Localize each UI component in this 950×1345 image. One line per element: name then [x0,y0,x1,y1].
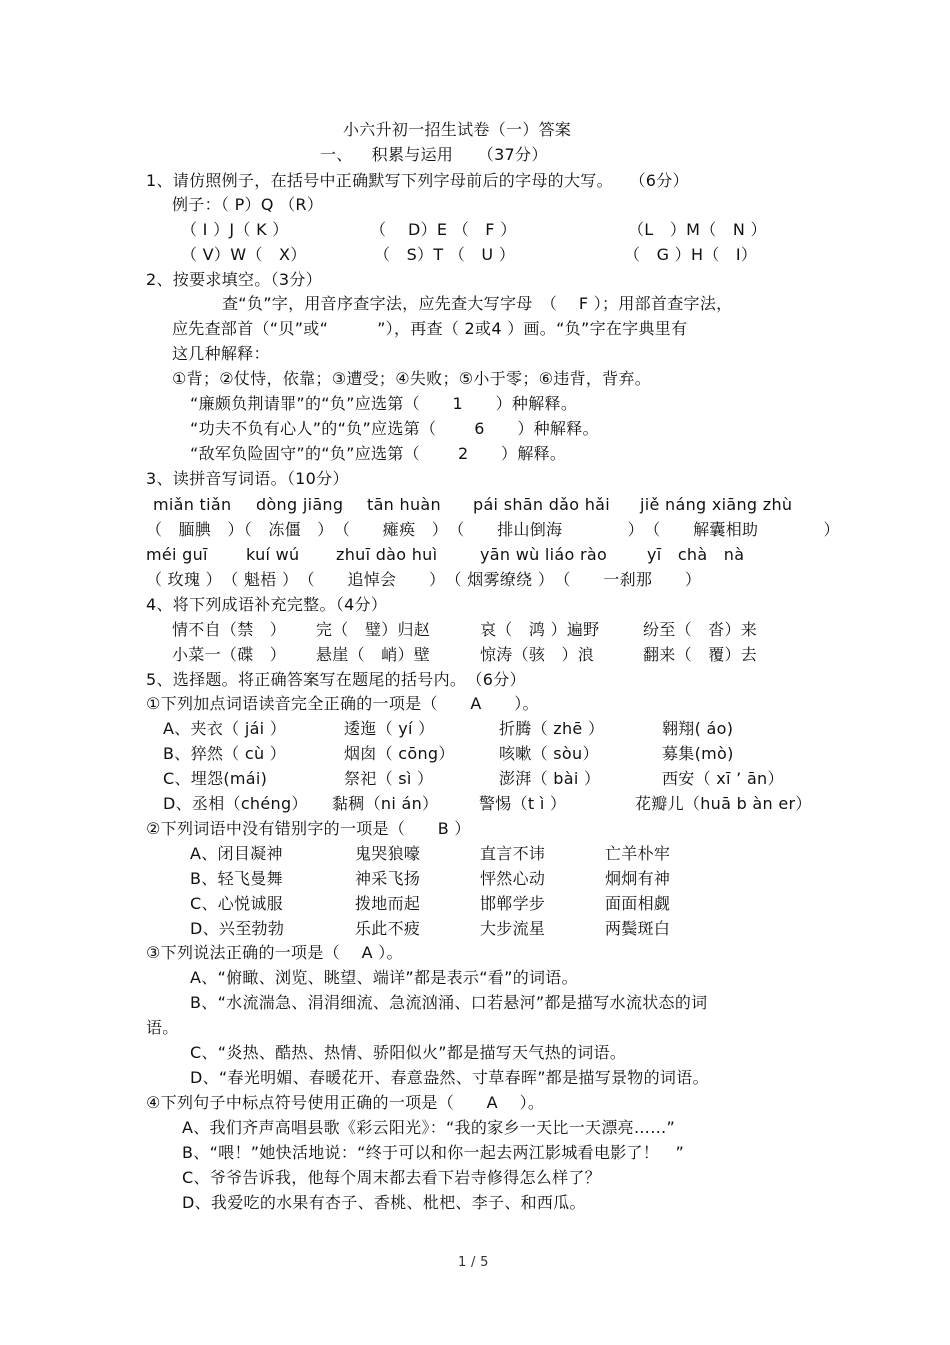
q2-line: 这几种解释： [172,344,270,363]
q5-stem: 5、选择题。将正确答案写在题尾的括号内。 （6分） [146,670,526,689]
idiom: 纷至（ 沓）来 [643,620,758,639]
q5-sub-stem: ③下列说法正确的一项是（ A ）。 [146,943,403,962]
pinyin: pái shān dǎo hǎi [473,495,611,514]
q2-line: 查“负”字，用音序查字法，应先查大写字母 （ F ）；用部首查字法， [222,294,733,313]
option: A、夹衣（ jái ） [163,719,287,738]
option: 翱翔( áo) [662,719,734,738]
pinyin: zhuī dào huì [336,545,438,564]
pinyin: yān wù liáo rào [480,545,608,564]
idiom: 翻来（ 覆）去 [643,645,758,664]
q1-answer: （ D）E （ F ） [370,220,517,239]
q3-stem: 3、读拼音写词语。（10分） [146,469,349,488]
q4-stem: 4、将下列成语补充完整。（4分） [146,595,388,614]
pinyin: yī chà nà [647,545,745,564]
pinyin: jiě náng xiāng zhù [640,495,793,514]
q1-stem: 1、请仿照例子，在括号中正确默写下列字母前后的字母的大写。 （6分） [146,171,689,190]
q1-answer: （ V）W（ X） [181,245,307,264]
idiom: 完（ 璧）归赵 [316,620,431,639]
idiom: 惊涛（骇 ）浪 [480,645,595,664]
option: 神采飞扬 [355,869,421,888]
option: A、闭目凝神 [190,844,283,863]
q1-answer: （ I ）J（ K ） [181,220,289,239]
option: 炯炯有神 [605,869,671,888]
option: 祭祀（ sì ） [344,769,434,788]
option: B、“喂！”她快活地说：“终于可以和你一起去两江影城看电影了！ ” [182,1143,685,1162]
option: 两鬓斑白 [605,919,671,938]
option: 鬼哭狼嚎 [355,844,421,863]
option: D、我爱吃的水果有杏子、香桃、枇杷、李子、和西瓜。 [182,1193,586,1212]
option: 澎湃（ bài ） [499,769,601,788]
q5-sub-stem: ②下列词语中没有错别字的一项是（ B ） [146,819,471,838]
option: D、兴至勃勃 [190,919,285,938]
page-title: 小六升初一招生试卷（一）答案 [343,120,572,139]
q1-answer: （L ）M（ N ） [628,220,767,239]
idiom: 悬崖（ 峭）壁 [316,645,431,664]
q3-answers: （ 玫瑰 ） （ 魁梧 ） （ 追悼会 ） （ 烟雾缭绕 ） （ 一刹那 ） [146,570,702,589]
option: C、“炎热、酷热、热情、骄阳似火”都是描写天气热的词语。 [190,1043,627,1062]
q2-line: ①背；②仗恃，依靠；③遭受；④失败；⑤小于零；⑥违背，背弃。 [172,369,652,388]
q1-example: 例子：（ P）Q （R） [172,195,324,214]
pinyin: tān huàn [367,495,441,514]
idiom: 小菜一（碟 ） [172,645,287,664]
option: C、爷爷告诉我，他每个周末都去看下岩寺修得怎么样了？ [182,1168,601,1187]
option: 怦然心动 [480,869,546,888]
q2-line: “功夫不负有心人”的“负”应选第（ 6 ）种解释。 [190,419,599,438]
option: 花瓣儿（huā b àn er） [635,794,812,813]
option: 警惕（t ì ） [479,794,567,813]
option: B、猝然（ cù ） [163,744,287,763]
option: 乐此不疲 [355,919,421,938]
option: A、“俯瞰、浏览、眺望、端详”都是表示“看”的词语。 [190,968,578,987]
q5-sub-stem: ①下列加点词语读音完全正确的一项是（ A ）。 [146,694,539,713]
option: 黏稠（ni án） [332,794,439,813]
option: 语。 [146,1018,179,1037]
q2-line: “敌军负险固守”的“负”应选第（ 2 ）解释。 [190,444,567,463]
option: 逶迤（ yí ） [344,719,435,738]
option: 拨地而起 [355,894,421,913]
option: 折腾（ zhē ） [499,719,605,738]
q1-answer: （ G ）H（ I） [624,245,758,264]
option: 募集(mò) [662,744,734,763]
page-number: 1 / 5 [458,1255,489,1270]
section-heading: 一、 积累与运用 （37分） [320,145,548,164]
option: A、我们齐声高唱县歌《彩云阳光》：“我的家乡一天比一天漂亮……” [182,1118,676,1137]
option: 亡羊朴牢 [605,844,671,863]
q1-answer: （ S）T （ U ） [374,245,516,264]
q5-sub-stem: ④下列句子中标点符号使用正确的一项是（ A ）。 [146,1093,545,1112]
q3-answers: （ 腼腆 ）（ 冻僵 ） （ 瘫痪 ） （ 排山倒海 ） （ 解囊相助 ） [146,520,840,539]
option: B、“水流湍急、涓涓细流、急流汹涌、口若悬河”都是描写水流状态的词 [190,993,708,1012]
option: D、丞相（chéng） [163,794,308,813]
option: C、埋怨(mái) [163,769,268,788]
option: 直言不讳 [480,844,546,863]
pinyin: méi guī [146,545,208,564]
idiom: 情不自（禁 ） [172,620,287,639]
option: 西安（ xī ’ ān） [662,769,784,788]
option: 邯郸学步 [480,894,546,913]
option: B、轻飞曼舞 [190,869,283,888]
option: D、“春光明媚、春暖花开、春意盎然、寸草春晖”都是描写景物的词语。 [190,1068,709,1087]
q2-line: “廉颇负荆请罪”的“负”应选第（ 1 ）种解释。 [190,394,578,413]
pinyin: kuí wú [246,545,300,564]
pinyin: miǎn tiǎn [153,495,232,514]
pinyin: dòng jiāng [256,495,344,514]
option: 面面相觑 [605,894,671,913]
q2-line: 应先查部首（“贝”或“ ”），再查（ 2或4 ）画。“负”字在字典里有 [172,319,688,338]
idiom: 哀（ 鸿 ）遍野 [480,620,600,639]
option: 烟囱（ cōng） [344,744,455,763]
option: 大步流星 [480,919,546,938]
option: 咳嗽（ sòu） [499,744,599,763]
option: C、心悦诚服 [190,894,283,913]
q2-stem: 2、按要求填空。（3分） [146,270,322,289]
